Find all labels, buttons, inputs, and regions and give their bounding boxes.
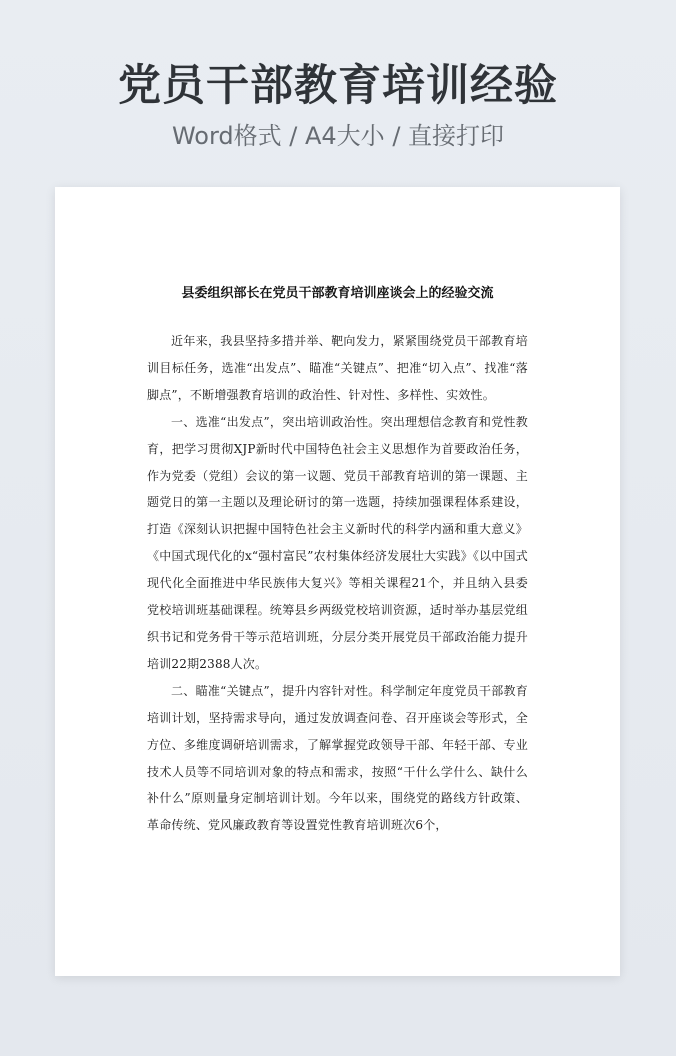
paragraph-section-1: 一、选准“出发点”，突出培训政治性。突出理想信念教育和党性教育，把学习贯彻XJP新时代中国特色社会主义思想作为首要政治任务，作为党委（党组）会议的第一议题、党员干部教育培训的第一课题、主题党日的第一主题以及理论研讨的第一选题，持续加强课程体系建设，打造《深刻认识把握中国特色社会主义新时代的科学内涵和重大意义》《中国式现代化的x“强村富民”农村集体经济发展壮大实践》《以中国式现代化全面推进中华民族伟大复兴》等相关课程21个，并且纳入县委党校培训班基础课程。统筹县乡两级党校培训资源，适时举办基层党组织书记和党务骨干等示范培训班，分层分类开展党员干部政治能力提升培训22期2388人次。 xyxy=(147,414,528,671)
document-page xyxy=(55,187,620,976)
paragraph-intro: 近年来，我县坚持多措并举、靶向发力，紧紧围绕党员干部教育培训目标任务，选准“出发点”、瞄准“关键点”、把准“切入点”、找准“落脚点”，不断增强教育培训的政治性、针对性、多样性、实效性。 xyxy=(147,334,528,402)
banner xyxy=(0,58,676,152)
banner-title: 党员干部教育培训经验 xyxy=(118,61,558,111)
paragraph-section-2: 二、瞄准“关键点”，提升内容针对性。科学制定年度党员干部教育培训计划，坚持需求导向，通过发放调查问卷、召开座谈会等形式，全方位、多维度调研培训需求，了解掌握党政领导干部、年轻干部、专业技术人员等不同培训对象的特点和需求，按照“干什么学什么、缺什么补什么”原则量身定制培训计划。今年以来，围绕党的路线方针政策、革命传统、党风廉政教育等设置党性教育培训班次6个， xyxy=(147,683,528,833)
document-body xyxy=(147,328,528,839)
document-title: 县委组织部长在党员干部教育培训座谈会上的经验交流 xyxy=(181,286,494,301)
banner-subtitle: Word格式 / A4大小 / 直接打印 xyxy=(171,122,505,150)
